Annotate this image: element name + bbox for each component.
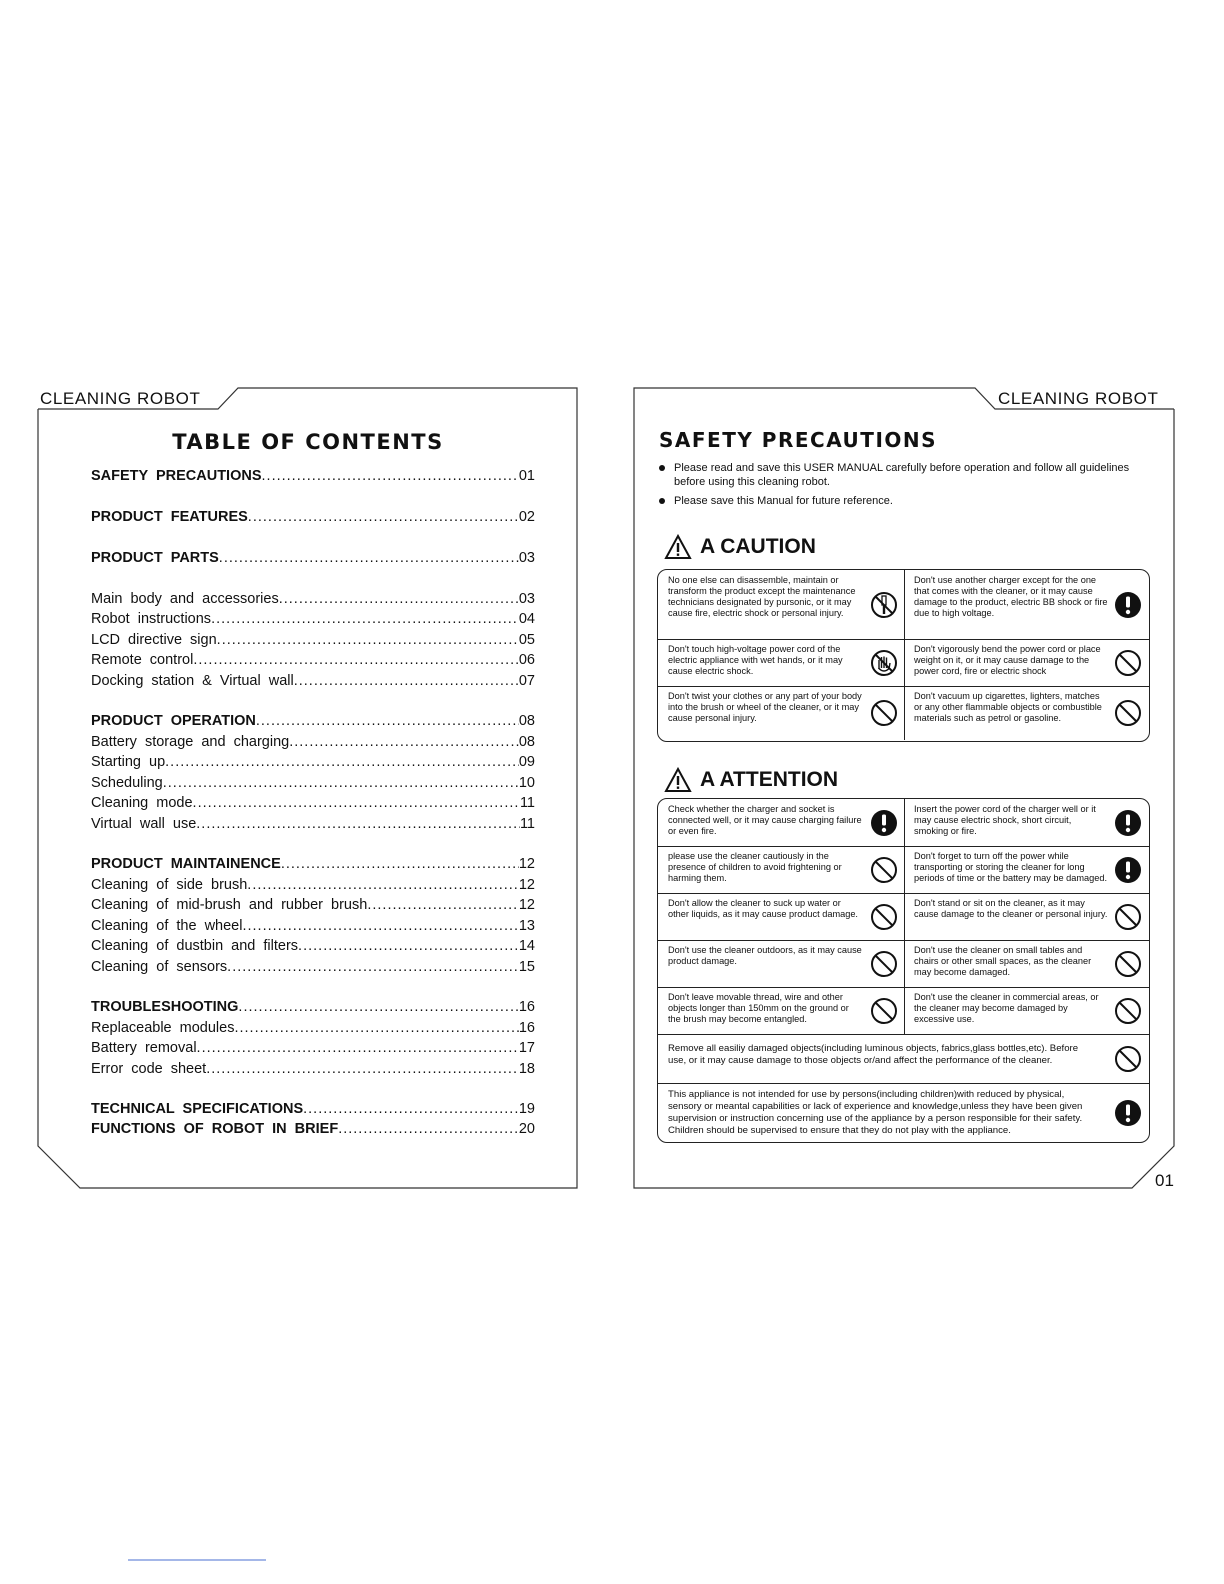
warning-cell <box>658 893 904 940</box>
toc-entry-label: Battery storage and charging <box>91 734 290 750</box>
warning-text: Don't touch high-voltage power cord of the electric appliance with wet hands, or it may cause electric shock. <box>668 644 843 676</box>
column-divider <box>904 893 905 940</box>
prohibited-icon <box>870 903 898 931</box>
toc-entry[interactable] <box>91 468 535 488</box>
warning-text: Don't use the cleaner on small tables and chairs or other small spaces, as the cleaner may become damaged. <box>914 945 1092 977</box>
toc-entry[interactable] <box>91 1040 535 1060</box>
toc-entry-page: 07 <box>518 673 535 689</box>
prohibited-icon <box>1114 1045 1142 1073</box>
column-divider <box>904 686 905 740</box>
toc-leader-dots <box>289 734 519 750</box>
toc-leader-dots <box>217 632 519 648</box>
toc-entry-label: TROUBLESHOOTING <box>91 999 239 1015</box>
toc-entry[interactable] <box>91 509 535 529</box>
column-divider <box>904 987 905 1034</box>
toc-leader-dots <box>248 509 519 525</box>
toc-entry-label: Error code sheet <box>91 1061 207 1077</box>
toc-entry-label: SAFETY PRECAUTIONS <box>91 468 262 484</box>
toc-leader-dots <box>279 591 519 607</box>
warning-cell-wide <box>658 1034 1148 1083</box>
warning-cell <box>658 799 904 846</box>
toc-entry[interactable] <box>91 999 535 1019</box>
toc-entry-page: 05 <box>518 632 535 648</box>
warning-cell <box>904 893 1148 940</box>
toc-leader-dots <box>193 795 520 811</box>
toc-leader-dots <box>247 877 519 893</box>
toc-entry-page: 16 <box>518 999 535 1015</box>
prohibited-icon <box>1114 903 1142 931</box>
toc-entry-label: TECHNICAL SPECIFICATIONS <box>91 1101 304 1117</box>
toc-entry-page: 12 <box>518 856 535 872</box>
page-number: 01 <box>1155 1171 1174 1190</box>
toc-entry[interactable] <box>91 591 535 611</box>
warning-text: please use the cleaner cautiously in the presence of children to avoid frightening or harming them. <box>668 851 842 883</box>
toc-leader-dots <box>294 673 519 689</box>
warning-text: Don't use the cleaner in commercial areas, or the cleaner may become damaged by excessive use. <box>914 992 1099 1024</box>
prohibited-icon <box>870 699 898 727</box>
safety-title: SAFETY PRECAUTIONS <box>659 428 938 452</box>
toc-entry-page: 14 <box>518 938 535 954</box>
toc-entry-page: 08 <box>518 734 535 750</box>
warning-text: Don't use another charger except for the one that comes with the cleaner, or it may cause damage to the product, electric BB shock or fire due to high voltage. <box>914 575 1108 618</box>
toc-leader-dots <box>367 897 519 913</box>
toc-leader-dots <box>227 959 519 975</box>
toc-entry[interactable] <box>91 1020 535 1040</box>
warning-text: Check whether the charger and socket is connected well, or it may cause charging failure or even fire. <box>668 804 862 836</box>
toc-entry-label: LCD directive sign <box>91 632 217 648</box>
warning-triangle-icon <box>664 767 692 793</box>
mandatory-icon <box>1114 591 1142 619</box>
toc-leader-dots <box>303 1101 519 1117</box>
prohibited-icon <box>1114 950 1142 978</box>
toc-entry-page: 18 <box>518 1061 535 1077</box>
toc-entry-label: Virtual wall use <box>91 816 197 832</box>
toc-entry[interactable] <box>91 673 535 693</box>
toc-entry-label: Cleaning of the wheel <box>91 918 243 934</box>
column-divider <box>904 846 905 893</box>
toc-entry-page: 19 <box>518 1101 535 1117</box>
toc-entry-page: 01 <box>518 468 535 484</box>
toc-entry[interactable] <box>91 856 535 876</box>
toc-entry-page: 08 <box>518 713 535 729</box>
warning-cell <box>904 686 1148 740</box>
toc-entry[interactable] <box>91 632 535 652</box>
toc-entry-label: Battery removal <box>91 1040 197 1056</box>
attention-heading <box>664 767 838 793</box>
toc-entry[interactable] <box>91 816 535 836</box>
prohibited-icon <box>1114 649 1142 677</box>
toc-entry-label: Starting up <box>91 754 166 770</box>
toc-entry-label: Replaceable modules <box>91 1020 235 1036</box>
toc-entry-page: 03 <box>518 550 535 566</box>
prohibited-icon <box>1114 997 1142 1025</box>
warning-text: Don't allow the cleaner to suck up water or other liquids, as it may cause product damage. <box>668 898 858 919</box>
header-right: CLEANING ROBOT <box>998 389 1159 408</box>
column-divider <box>904 570 905 639</box>
toc-entry-label: Robot instructions <box>91 611 212 627</box>
bullet-item <box>659 494 1151 508</box>
toc-entry-label: Cleaning of sensors <box>91 959 228 975</box>
bullet-text: Please save this Manual for future reference. <box>674 495 893 507</box>
warning-text: Don't use the cleaner outdoors, as it may cause product damage. <box>668 945 862 966</box>
toc-entry-page: 12 <box>518 877 535 893</box>
toc-entry[interactable] <box>91 1121 535 1141</box>
toc-leader-dots <box>196 816 520 832</box>
warning-text: Don't vacuum up cigarettes, lighters, matches or any other flammable objects or combustible materials such as petrol or gasoline. <box>914 691 1102 723</box>
toc-leader-dots <box>219 550 519 566</box>
toc-leader-dots <box>211 611 519 627</box>
warning-text: Don't stand or sit on the cleaner, as it may cause damage to the cleaner or personal injury. <box>914 898 1108 919</box>
toc-entry-label: PRODUCT PARTS <box>91 550 219 566</box>
toc-entry[interactable] <box>91 918 535 938</box>
warning-cell <box>904 940 1148 987</box>
mandatory-icon <box>1114 809 1142 837</box>
warning-cell <box>658 987 904 1034</box>
warning-text: Insert the power cord of the charger well or it may cause electric shock, short circuit, smoking or fire. <box>914 804 1096 836</box>
warning-text: No one else can disassemble, maintain or transform the product except the maintenance technicians designated by pursonic, or it may cause fire, electric shock or personal injury. <box>668 575 856 618</box>
prohibited-icon <box>1114 699 1142 727</box>
toc-entry-label: PRODUCT FEATURES <box>91 509 248 525</box>
toc-entry-label: FUNCTIONS OF ROBOT IN BRIEF <box>91 1121 339 1137</box>
warning-cell <box>658 570 904 639</box>
toc-leader-dots <box>298 938 519 954</box>
warning-cell <box>904 639 1148 686</box>
caution-table <box>657 569 1150 742</box>
toc-leader-dots <box>165 754 519 770</box>
toc-entry[interactable] <box>91 754 535 774</box>
prohibited-icon <box>870 997 898 1025</box>
toc-entry-page: 12 <box>518 897 535 913</box>
toc-leader-dots <box>281 856 519 872</box>
toc-entry-page: 17 <box>518 1040 535 1056</box>
column-divider <box>904 940 905 987</box>
warning-cell <box>904 799 1148 846</box>
column-divider <box>904 799 905 846</box>
toc-entry-label: Docking station & Virtual wall <box>91 673 294 689</box>
toc-entry[interactable] <box>91 959 535 979</box>
bullet-dot <box>659 498 665 504</box>
toc-leader-dots <box>234 1020 518 1036</box>
warning-text: Don't vigorously bend the power cord or place weight on it, or it may cause damage to the power cord, fire or electric shock <box>914 644 1101 676</box>
toc-entry-page: 11 <box>519 795 535 811</box>
warning-text: This appliance is not intended for use by persons(including children)with reduced by physical, sensory or meantal capabilities or lack of experience and knowledge,unless they have been given supervision or instruction concerning use of the appliance by a person responsible for their safety. Children should be supervised to ensure that they do not play with the appliance. <box>668 1089 1083 1136</box>
toc-entry-label: PRODUCT OPERATION <box>91 713 256 729</box>
warning-cell-wide <box>658 1083 1148 1142</box>
toc-entry-page: 09 <box>518 754 535 770</box>
warning-text: Remove all easiliy damaged objects(including luminous objects, fabrics,glass bottles,etc). Before use, or it may cause damage to those objects or/and affect the performance of the cleaner. <box>668 1043 1079 1066</box>
prohibited-icon <box>870 950 898 978</box>
warning-triangle-icon <box>664 534 692 560</box>
toc-entry[interactable] <box>91 877 535 897</box>
caution-heading-text: A CAUTION <box>700 535 816 558</box>
toc-entry[interactable] <box>91 1101 535 1121</box>
warning-text: Don't leave movable thread, wire and other objects longer than 150mm on the ground or the brush may become entangled. <box>668 992 849 1024</box>
toc-entry[interactable] <box>91 1061 535 1081</box>
prohibited-icon <box>870 856 898 884</box>
column-divider <box>904 639 905 686</box>
toc-leader-dots <box>197 1040 519 1056</box>
toc-entry-page: 20 <box>518 1121 535 1137</box>
caution-heading <box>664 534 816 560</box>
toc-leader-dots <box>338 1121 519 1137</box>
no-disassemble-icon <box>870 591 898 619</box>
toc-entry[interactable] <box>91 775 535 795</box>
toc-entry-page: 15 <box>518 959 535 975</box>
toc-leader-dots <box>193 652 519 668</box>
warning-cell <box>658 686 904 740</box>
header-left: CLEANING ROBOT <box>40 389 201 408</box>
toc-entry-label: Cleaning of side brush <box>91 877 248 893</box>
toc-entry[interactable] <box>91 713 535 733</box>
mandatory-icon <box>870 809 898 837</box>
bullet-text: Please read and save this USER MANUAL carefully before operation and follow all guidelines before using this cleaning robot. <box>674 462 1130 488</box>
toc-leader-dots <box>163 775 519 791</box>
toc-entry-page: 03 <box>518 591 535 607</box>
warning-text: Don't forget to turn off the power while transporting or storing the cleaner for long periods of time or the battery may be damaged. <box>914 851 1108 883</box>
toc-leader-dots <box>242 918 518 934</box>
toc-entry[interactable] <box>91 652 535 672</box>
toc-entry-label: Cleaning of mid-brush and rubber brush <box>91 897 368 913</box>
no-wet-hands-icon <box>870 649 898 677</box>
toc-entry-page: 10 <box>518 775 535 791</box>
warning-cell <box>658 940 904 987</box>
toc-entry-label: PRODUCT MAINTAINENCE <box>91 856 281 872</box>
warning-cell <box>658 846 904 893</box>
attention-heading-text: A ATTENTION <box>700 768 839 791</box>
toc-entry[interactable] <box>91 897 535 917</box>
toc-entry-label: Main body and accessories <box>91 591 279 607</box>
toc-entry-page: 16 <box>518 1020 535 1036</box>
toc-entry[interactable] <box>91 938 535 958</box>
toc-entry[interactable] <box>91 611 535 631</box>
toc-entry[interactable] <box>91 734 535 754</box>
toc-leader-dots <box>262 468 519 484</box>
toc-entry-page: 06 <box>518 652 535 668</box>
bullet-dot <box>659 465 665 471</box>
toc-entry-label: Scheduling <box>91 775 163 791</box>
toc-entry-page: 11 <box>519 816 535 832</box>
mandatory-icon <box>1114 856 1142 884</box>
toc-entry-label: Cleaning of dustbin and filters <box>91 938 299 954</box>
toc-entry-page: 02 <box>518 509 535 525</box>
toc-entry-page: 13 <box>518 918 535 934</box>
toc-entry[interactable] <box>91 550 535 570</box>
toc-leader-dots <box>256 713 519 729</box>
warning-cell <box>904 987 1148 1034</box>
toc-leader-dots <box>206 1061 519 1077</box>
warning-cell <box>904 846 1148 893</box>
toc-entry-page: 04 <box>518 611 535 627</box>
warning-cell <box>658 639 904 686</box>
mandatory-icon <box>1114 1099 1142 1127</box>
warning-cell <box>904 570 1148 639</box>
toc-entry-label: Remote control <box>91 652 194 668</box>
toc-entry-label: Cleaning mode <box>91 795 193 811</box>
attention-table <box>657 798 1150 1143</box>
toc-title: TABLE OF CONTENTS <box>172 430 444 454</box>
toc-entry[interactable] <box>91 795 535 815</box>
toc-leader-dots <box>238 999 518 1015</box>
bullet-item <box>659 461 1151 489</box>
warning-text: Don't twist your clothes or any part of your body into the brush or wheel of the cleaner, or it may cause personal injury. <box>668 691 862 723</box>
